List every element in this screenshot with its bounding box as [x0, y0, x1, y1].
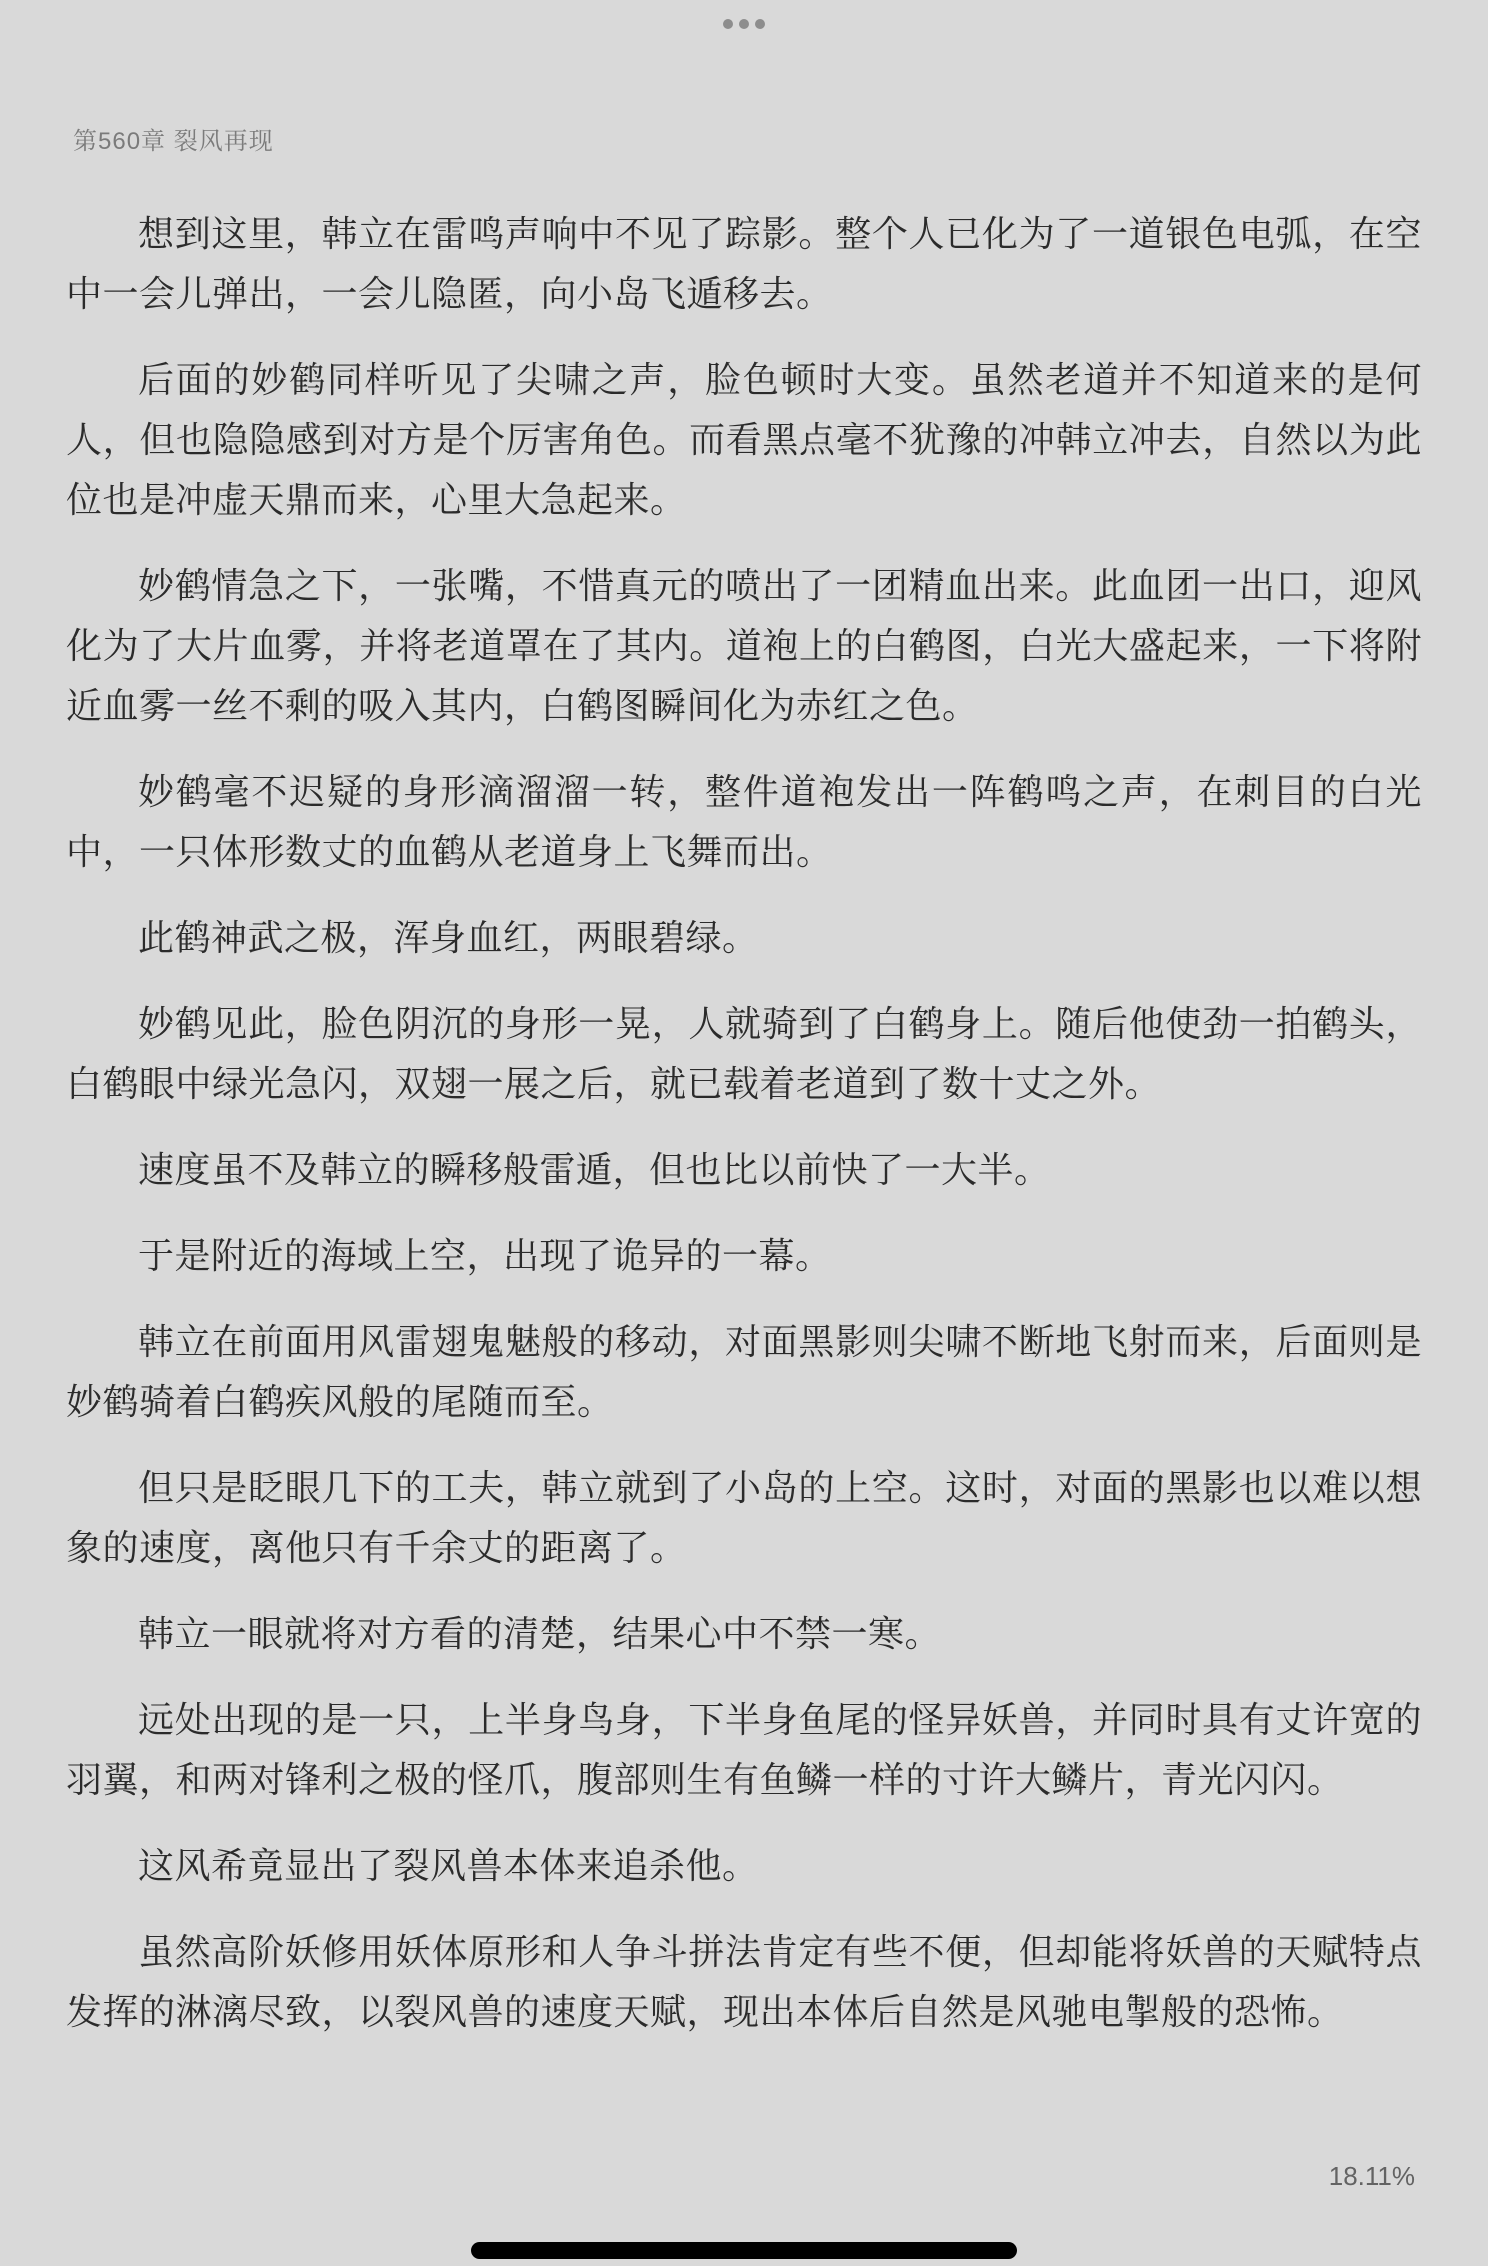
- reading-progress: 18.11%: [1328, 2161, 1415, 2191]
- paragraph: 虽然高阶妖修用妖体原形和人争斗拼法肯定有些不便，但却能将妖兽的天赋特点发挥的淋漓尽致，以裂风兽的速度天赋，现出本体后自然是风驰电掣般的恐怖。: [66, 1931, 1422, 2032]
- paragraph: 妙鹤见此，脸色阴沉的身形一晃，人就骑到了白鹤身上。随后他使劲一拍鹤头，白鹤眼中绿光急闪，双翅一展之后，就已载着老道到了数十丈之外。: [66, 1003, 1422, 1104]
- more-options-icon[interactable]: [0, 19, 1488, 29]
- ellipsis-dot: [755, 19, 765, 29]
- home-indicator[interactable]: [471, 2242, 1017, 2259]
- paragraph: 但只是眨眼几下的工夫，韩立就到了小岛的上空。这时，对面的黑影也以难以想象的速度，离他只有千余丈的距离了。: [66, 1467, 1422, 1568]
- ellipsis-dot: [723, 19, 733, 29]
- paragraph: 于是附近的海域上空，出现了诡异的一幕。: [138, 1235, 832, 1276]
- paragraph: 后面的妙鹤同样听见了尖啸之声，脸色顿时大变。虽然老道并不知道来的是何人，但也隐隐感到对方是个厉害角色。而看黑点毫不犹豫的冲韩立冲去，自然以为此位也是冲虚天鼎而来，心里大急起来。: [66, 359, 1422, 520]
- ellipsis-dot: [739, 19, 749, 29]
- paragraph: 韩立在前面用风雷翅鬼魅般的移动，对面黑影则尖啸不断地飞射而来，后面则是妙鹤骑着白鹤疾风般的尾随而至。: [66, 1321, 1422, 1422]
- paragraph: 妙鹤情急之下，一张嘴，不惜真元的喷出了一团精血出来。此血团一出口，迎风化为了大片血雾，并将老道罩在了其内。道袍上的白鹤图，白光大盛起来，一下将附近血雾一丝不剩的吸入其内，白鹤图瞬间化为赤红之色。: [66, 565, 1422, 726]
- paragraph: 想到这里，韩立在雷鸣声响中不见了踪影。整个人已化为了一道银色电弧，在空中一会儿弹出，一会儿隐匿，向小岛飞遁移去。: [66, 213, 1422, 314]
- chapter-title: 第560章 裂风再现: [73, 128, 274, 155]
- paragraph: 妙鹤毫不迟疑的身形滴溜溜一转，整件道袍发出一阵鹤鸣之声，在刺目的白光中，一只体形数丈的血鹤从老道身上飞舞而出。: [66, 771, 1422, 872]
- paragraph: 韩立一眼就将对方看的清楚，结果心中不禁一寒。: [138, 1613, 942, 1654]
- paragraph: 这风希竟显出了裂风兽本体来追杀他。: [138, 1845, 759, 1886]
- paragraph: 远处出现的是一只，上半身鸟身，下半身鱼尾的怪异妖兽，并同时具有丈许宽的羽翼，和两对锋利之极的怪爪，腹部则生有鱼鳞一样的寸许大鳞片，青光闪闪。: [66, 1699, 1422, 1800]
- paragraph: 速度虽不及韩立的瞬移般雷遁，但也比以前快了一大半。: [138, 1149, 1051, 1190]
- body-text[interactable]: [66, 204, 1422, 2068]
- paragraph: 此鹤神武之极，浑身血红，两眼碧绿。: [138, 917, 759, 958]
